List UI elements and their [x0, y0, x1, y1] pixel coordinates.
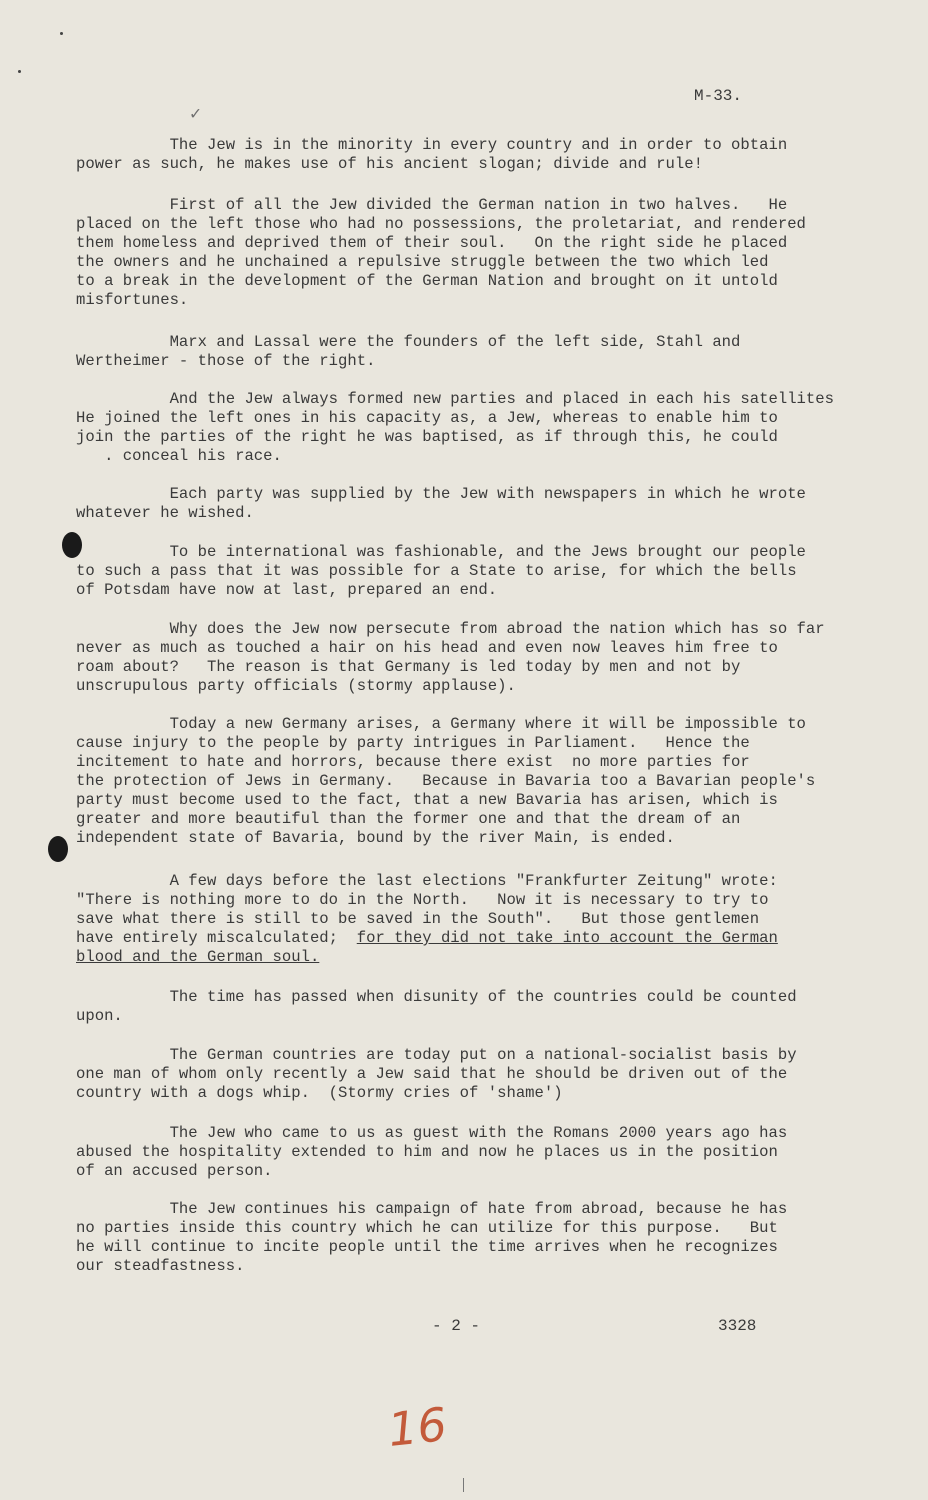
paragraph: Today a new Germany arises, a Germany where it will be impossible to cause injury to the people by party intrigues in Parliament. Hence the incitement to hate and horrors, because there exist no more parties for the protection of Jews in Germany. Because in Bavaria too a Bavarian people's party must become used to the fact, that a new Bavaria has arisen, which is greater and more beautiful than the former one and that the dream of an independent state of Bavaria, bound by the river Main, is ended.	[76, 715, 816, 847]
document-number: 3328	[718, 1317, 757, 1335]
paragraph: Each party was supplied by the Jew with newspapers in which he wrote whatever he wished.	[76, 485, 806, 522]
paragraph: The Jew who came to us as guest with the Romans 2000 years ago has abused the hospitality extended to him and now he places us in the position of an accused person.	[76, 1124, 788, 1180]
speck	[18, 70, 21, 73]
check-mark: ✓	[190, 105, 201, 125]
underlined-text: blood and the German soul.	[76, 948, 320, 966]
paragraph: First of all the Jew divided the German nation in two halves. He placed on the left those who had no possessions, the proletariat, and rendered them homeless and deprived them of their soul. On the right side he placed the owners and he unchained a repulsive struggle between the two which led to a break in the development of the German Nation and brought on it untold misfortunes.	[76, 196, 806, 309]
paragraph: Why does the Jew now persecute from abroad the nation which has so far never as much as touched a hair on his head and even now leaves him free to roam about? The reason is that Germany is led today by men and not by unscrupulous party officials (stormy applause).	[76, 620, 825, 695]
paragraph: The time has passed when disunity of the countries could be counted upon.	[76, 988, 797, 1025]
paragraph: A few days before the last elections "Frankfurter Zeitung" wrote: "There is nothing more to do in the North. Now it is necessary to try to save what there is still to be saved in the South". But those gentlemen have entirely miscalculated; for they did not take into account the German blood and the German soul.	[76, 872, 846, 967]
punch-hole-icon	[48, 836, 68, 862]
paragraph: To be international was fashionable, and the Jews brought our people to such a pass that it was possible for a State to arise, for which the bells of Potsdam have now at last, prepared an end.	[76, 543, 806, 599]
document-id: M-33.	[694, 87, 743, 105]
paragraph: And the Jew always formed new parties and placed in each his satellites He joined the left ones in his capacity as, a Jew, whereas to enable him to join the parties of the right he was baptised, as if through this, he could . conceal his race.	[76, 390, 834, 465]
page-number: - 2 -	[432, 1317, 481, 1335]
pencil-mark	[463, 1478, 464, 1492]
speck	[60, 32, 63, 35]
paragraph: The Jew continues his campaign of hate from abroad, because he has no parties inside this country which he can utilize for this purpose. But he will continue to incite people until the time arrives when he recognizes our steadfastness.	[76, 1200, 788, 1275]
paragraph: Marx and Lassal were the founders of the left side, Stahl and Wertheimer - those of the right.	[76, 333, 741, 370]
paragraph: The Jew is in the minority in every country and in order to obtain power as such, he makes use of his ancient slogan; divide and rule!	[76, 136, 788, 173]
paragraph: The German countries are today put on a national-socialist basis by one man of whom only recently a Jew said that he should be driven out of the country with a dogs whip. (Stormy cries of 'shame')	[76, 1046, 797, 1102]
underlined-text: for they did not take into account the German	[356, 929, 778, 947]
handwritten-page-number: 16	[385, 1397, 450, 1457]
